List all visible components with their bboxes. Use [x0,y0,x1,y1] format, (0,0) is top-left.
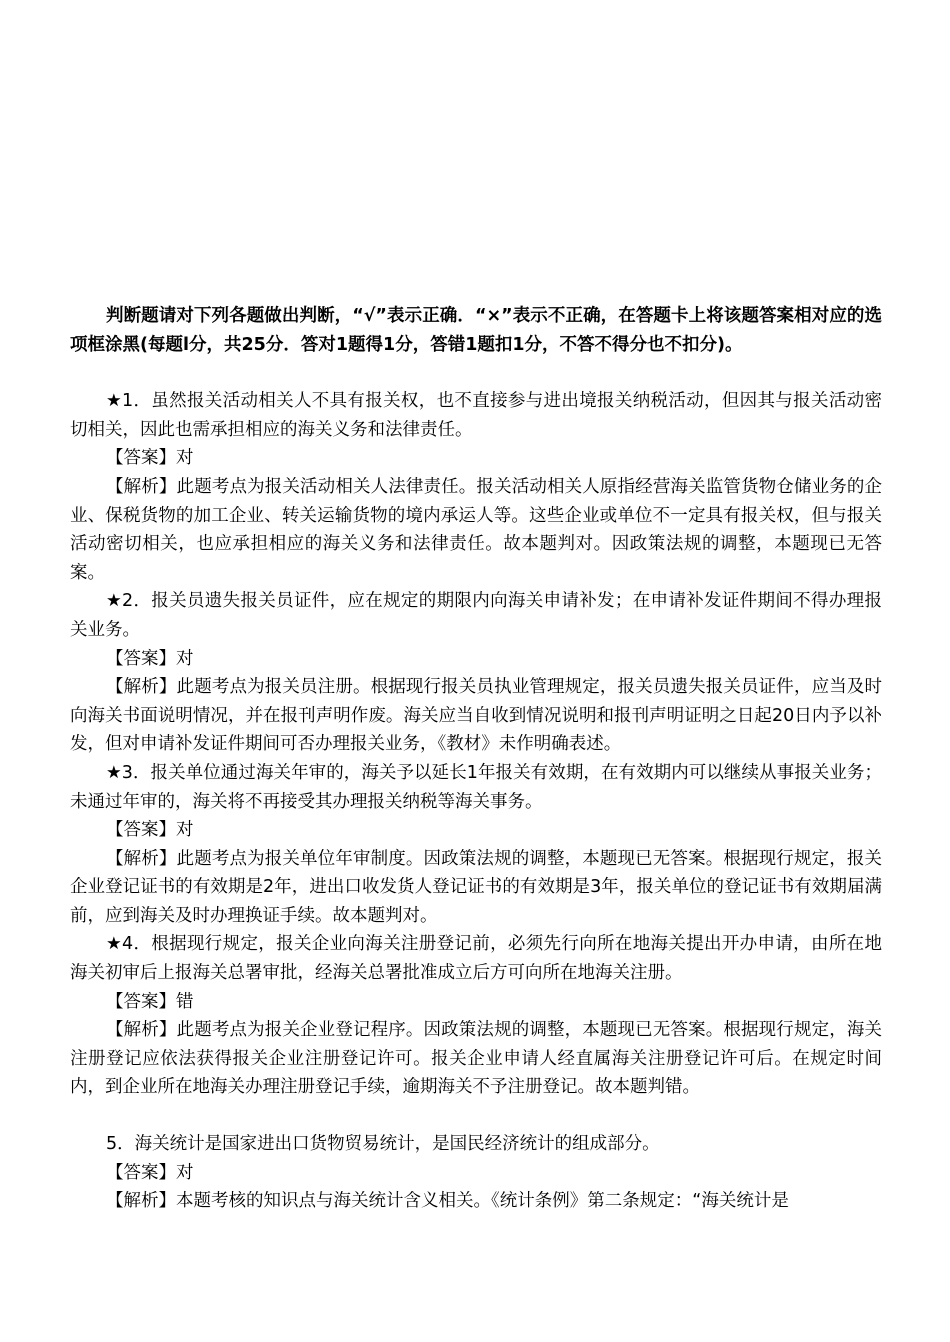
explanation-text: 【解析】此题考点为报关员注册。根据现行报关员执业管理规定，报关员遗失报关员证件，应当及时向海关书面说明情况，并在报刊声明作废。海关应当自收到情况说明和报刊声明证明之日起20日内予以补发，但对申请补发证件期间可否办理报关业务，《教材》未作明确表述。 [70,677,882,755]
question-text: ★1．虽然报关活动相关人不具有报关权，也不直接参与进出境报关纳税活动，但因其与报关活动密切相关，因此也需承担相应的海关义务和法律责任。 [70,391,882,440]
explanation-text: 【解析】本题考核的知识点与海关统计含义相关。《统计条例》第二条规定：“海关统计是 [106,1191,789,1212]
question-block-2 [70,587,882,759]
question-block-4 [70,930,882,1102]
answer-text: 【答案】对 [106,820,194,841]
spacer [70,1102,882,1130]
question-block-5 [70,1130,882,1216]
document-page [70,302,882,1216]
question-text: ★3．报关单位通过海关年审的，海关予以延长1年报关有效期，在有效期内可以继续从事报关业务；未通过年审的，海关将不再接受其办理报关纳税等海关事务。 [70,762,882,812]
answer-text: 【答案】对 [106,648,194,669]
question-text: ★2．报关员遗失报关员证件，应在规定的期限内向海关申请补发；在申请补发证件期间不得办理报关业务。 [70,591,882,640]
answer-text: 【答案】对 [106,448,194,469]
explanation-text: 【解析】此题考点为报关活动相关人法律责任。报关活动相关人原指经营海关监管货物仓储业务的企业、保税货物的加工企业、转关运输货物的境内承运人等。这些企业或单位不一定具有报关权，但与报关活动密切相关，也应承担相应的海关义务和法律责任。故本题判对。因政策法规的调整，本题现已无答案。 [70,476,882,583]
answer-text: 【答案】错 [106,991,194,1012]
spacer [70,359,882,387]
question-text: ★4．根据现行规定，报关企业向海关注册登记前，必须先行向所在地海关提出开办申请，由所在地海关初审后上报海关总署审批，经海关总署批准成立后方可向所在地海关注册。 [70,934,882,984]
question-block-1 [70,387,882,587]
question-text: 5．海关统计是国家进出口货物贸易统计，是国民经济统计的组成部分。 [106,1134,660,1155]
question-block-3 [70,759,882,931]
instructions-heading: 判断题请对下列各题做出判断，“√”表示正确．“×”表示不正确，在答题卡上将该题答案相对应的选项框涂黑(每题l分，共25分．答对1题得1分，答错1题扣1分，不答不得分也不扣分)。 [70,306,882,355]
answer-text: 【答案】对 [106,1162,194,1183]
explanation-text: 【解析】此题考点为报关企业登记程序。因政策法规的调整，本题现已无答案。根据现行规定，海关注册登记应依法获得报关企业注册登记许可。报关企业申请人经直属海关注册登记许可后。在规定时间内，到企业所在地海关办理注册登记手续，逾期海关不予注册登记。故本题判错。 [70,1020,882,1098]
explanation-text: 【解析】此题考点为报关单位年审制度。因政策法规的调整，本题现已无答案。根据现行规定，报关企业登记证书的有效期是2年，进出口收发货人登记证书的有效期是3年，报关单位的登记证书有效期届满前，应到海关及时办理换证手续。故本题判对。 [70,848,882,926]
